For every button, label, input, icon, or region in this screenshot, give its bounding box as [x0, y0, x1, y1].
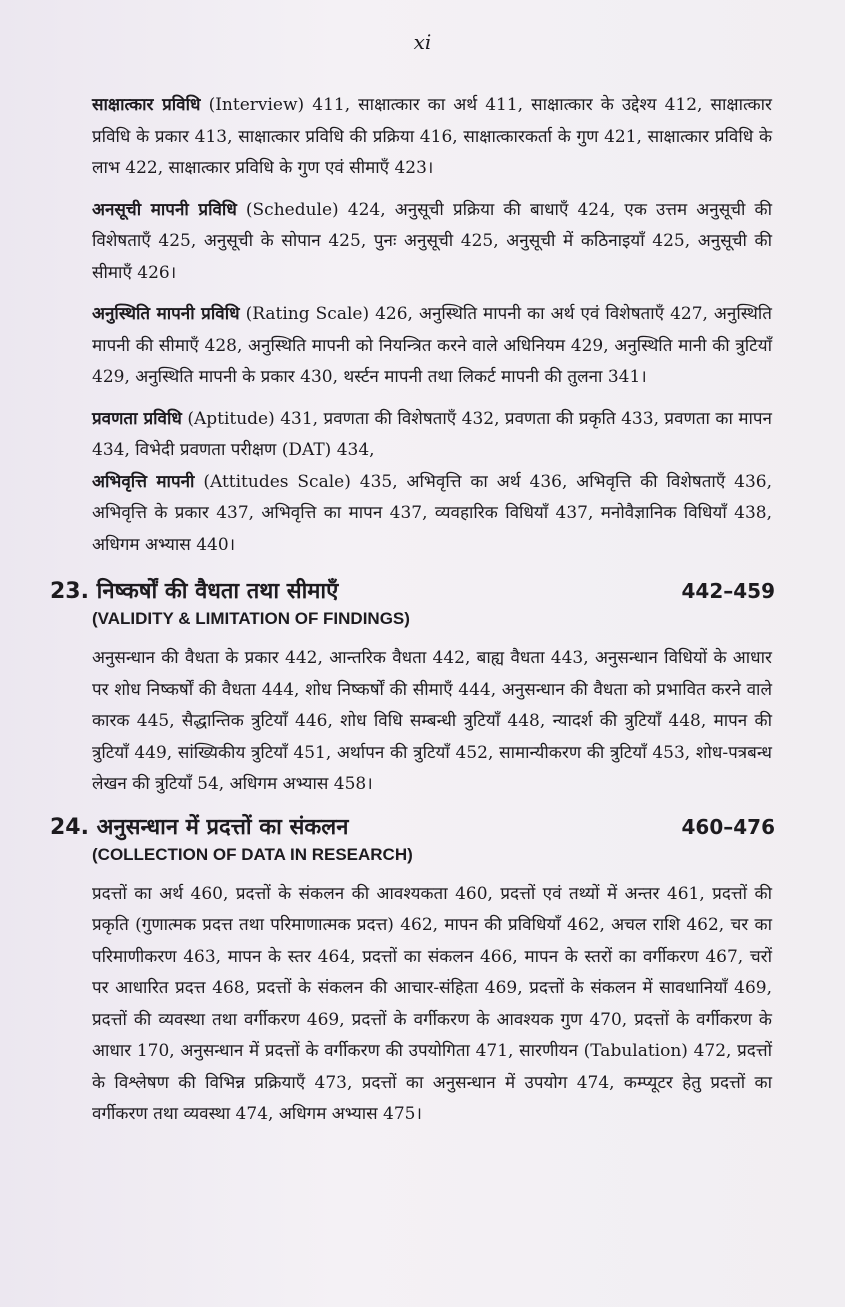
chapter-subtitle: (VALIDITY & LIMITATION OF FINDINGS) — [92, 609, 410, 628]
chapter-title: 23. निष्कर्षों की वैधता तथा सीमाएँ — [50, 579, 339, 604]
entry-term: प्रवणता प्रविधि — [92, 408, 182, 429]
entry-text: (Rating Scale) 426, अनुस्थिति मापनी का अर्थ एवं विशेषताएँ 427, अनुस्थिति मापनी की सीमाएँ 428, अनुस्थिति मापनी को नियन्त्रित करने वाले अधिनियम 429, अनुस्थिति मानी की त्रुटियाँ 429, अनुस्थिति मापनी के प्रकार 430, थर्स्टन मापनी तथा लिकर्ट मापनी की तुलना 341। — [92, 304, 772, 387]
toc-entry-rating-scale — [92, 299, 772, 394]
page-number: xi — [413, 30, 432, 54]
chapter-page-range: 460–476 — [681, 814, 775, 839]
chapter-heading — [50, 575, 775, 605]
entry-term: अनुस्थिति मापनी प्रविधि — [92, 304, 240, 324]
chapter-subtitle: (COLLECTION OF DATA IN RESEARCH) — [92, 844, 413, 864]
chapter-23 — [50, 575, 775, 801]
chapter-body: अनुसन्धान की वैधता के प्रकार 442, आन्तरिक वैधता 442, बाह्य वैधता 443, अनुसन्धान विधियों के आधार पर शोध निष्कर्षों की वैधता 444, शोध निष्कर्षों की सीमाएँ 444, अनुसन्धान की वैधता को प्रभावित करने वाले कारक 445, सैद्धान्तिक त्रुटियाँ 446, शोध विधि सम्बन्धी त्रुटियाँ 448, न्यादर्श की त्रुटियाँ 448, मापन की त्रुटियाँ 449, सांख्यिकीय त्रुटियाँ 451, अर्थापन की त्रुटियाँ 452, सामान्यीकरण की त्रुटियाँ 453, शोध-पत्रबन्ध लेखन की त्रुटियाँ 54, अधिगम अभ्यास 458। — [92, 648, 772, 794]
chapter-heading — [50, 811, 775, 841]
toc-entry-interview — [92, 90, 772, 185]
chapter-page-range: 442–459 — [681, 579, 775, 603]
toc-entry-schedule — [92, 195, 772, 290]
toc-entry-attitude-scale — [92, 467, 772, 562]
entry-text: (Aptitude) 431, प्रवणता की विशेषताएँ 432, प्रवणता की प्रकृति 433, प्रवणता का मापन 434, विभेदी प्रवणता परीक्षण (DAT) 434, — [92, 408, 772, 460]
chapter-title: 24. अनुसन्धान में प्रदत्तों का संकलन — [50, 814, 349, 840]
chapter-24 — [50, 811, 775, 1131]
entry-term: अनसूची मापनी प्रविधि — [92, 199, 237, 220]
entry-text: (Schedule) 424, अनुसूची प्रक्रिया की बाधाएँ 424, एक उत्तम अनुसूची की विशेषताएँ 425, अनुसूची के सोपान 425, पुनः अनुसूची 425, अनुसूची में कठिनाइयाँ 425, अनुसूची की सीमाएँ 426। — [92, 199, 772, 283]
chapter-body: प्रदत्तों का अर्थ 460, प्रदत्तों के संकलन की आवश्यकता 460, प्रदत्तों एवं तथ्यों में अन्तर 461, प्रदत्तों की प्रकृति (गुणात्मक प्रदत्त तथा परिमाणात्मक प्रदत्त) 462, मापन की प्रविधियाँ 462, अचल राशि 462, चर का परिमाणीकरण 463, मापन के स्तर 464, प्रदत्तों का संकलन 466, मापन के स्तरों का वर्गीकरण 467, चरों पर आधारित प्रदत्त 468, प्रदत्तों के संकलन की आचार-संहिता 469, प्रदत्तों के संकलन में सावधानियाँ 469, प्रदत्तों की व्यवस्था तथा वर्गीकरण 469, प्रदत्तों के वर्गीकरण के आवश्यक गुण 470, प्रदत्तों के वर्गीकरण के आधार 170, अनुसन्धान में प्रदत्तों के वर्गीकरण की उपयोगिता 471, सारणीयन (Tabulation) 472, प्रदत्तों के विश्लेषण की विभिन्न प्रक्रियाएँ 473, प्रदत्तों का अनुसन्धान में उपयोग 474, कम्प्यूटर हेतु प्रदत्तों का वर्गीकरण तथा व्यवस्था 474, अधिगम अभ्यास 475। — [92, 883, 772, 1124]
entry-text: (Interview) 411, साक्षात्कार का अर्थ 411, साक्षात्कार के उद्देश्य 412, साक्षात्कार प्रविधि के प्रकार 413, साक्षात्कार प्रविधि की प्रक्रिया 416, साक्षात्कारकर्ता के गुण 421, साक्षात्कार प्रविधि के लाभ 422, साक्षात्कार प्रविधि के गुण एवं सीमाएँ 423। — [92, 95, 773, 178]
entry-term: अभिवृत्ति मापनी — [92, 471, 195, 492]
entry-text: (Attitudes Scale) 435, अभिवृत्ति का अर्थ 436, अभिवृत्ति की विशेषताएँ 436, अभिवृत्ति के प्रकार 437, अभिवृत्ति का मापन 437, व्यवहारिक विधियाँ 437, मनोवैज्ञानिक विधियाँ 438, अधिगम अभ्यास 440। — [92, 471, 772, 555]
entry-term: साक्षात्कार प्रविधि — [92, 95, 201, 115]
toc-content — [50, 90, 775, 1141]
toc-entry-aptitude — [92, 404, 772, 467]
